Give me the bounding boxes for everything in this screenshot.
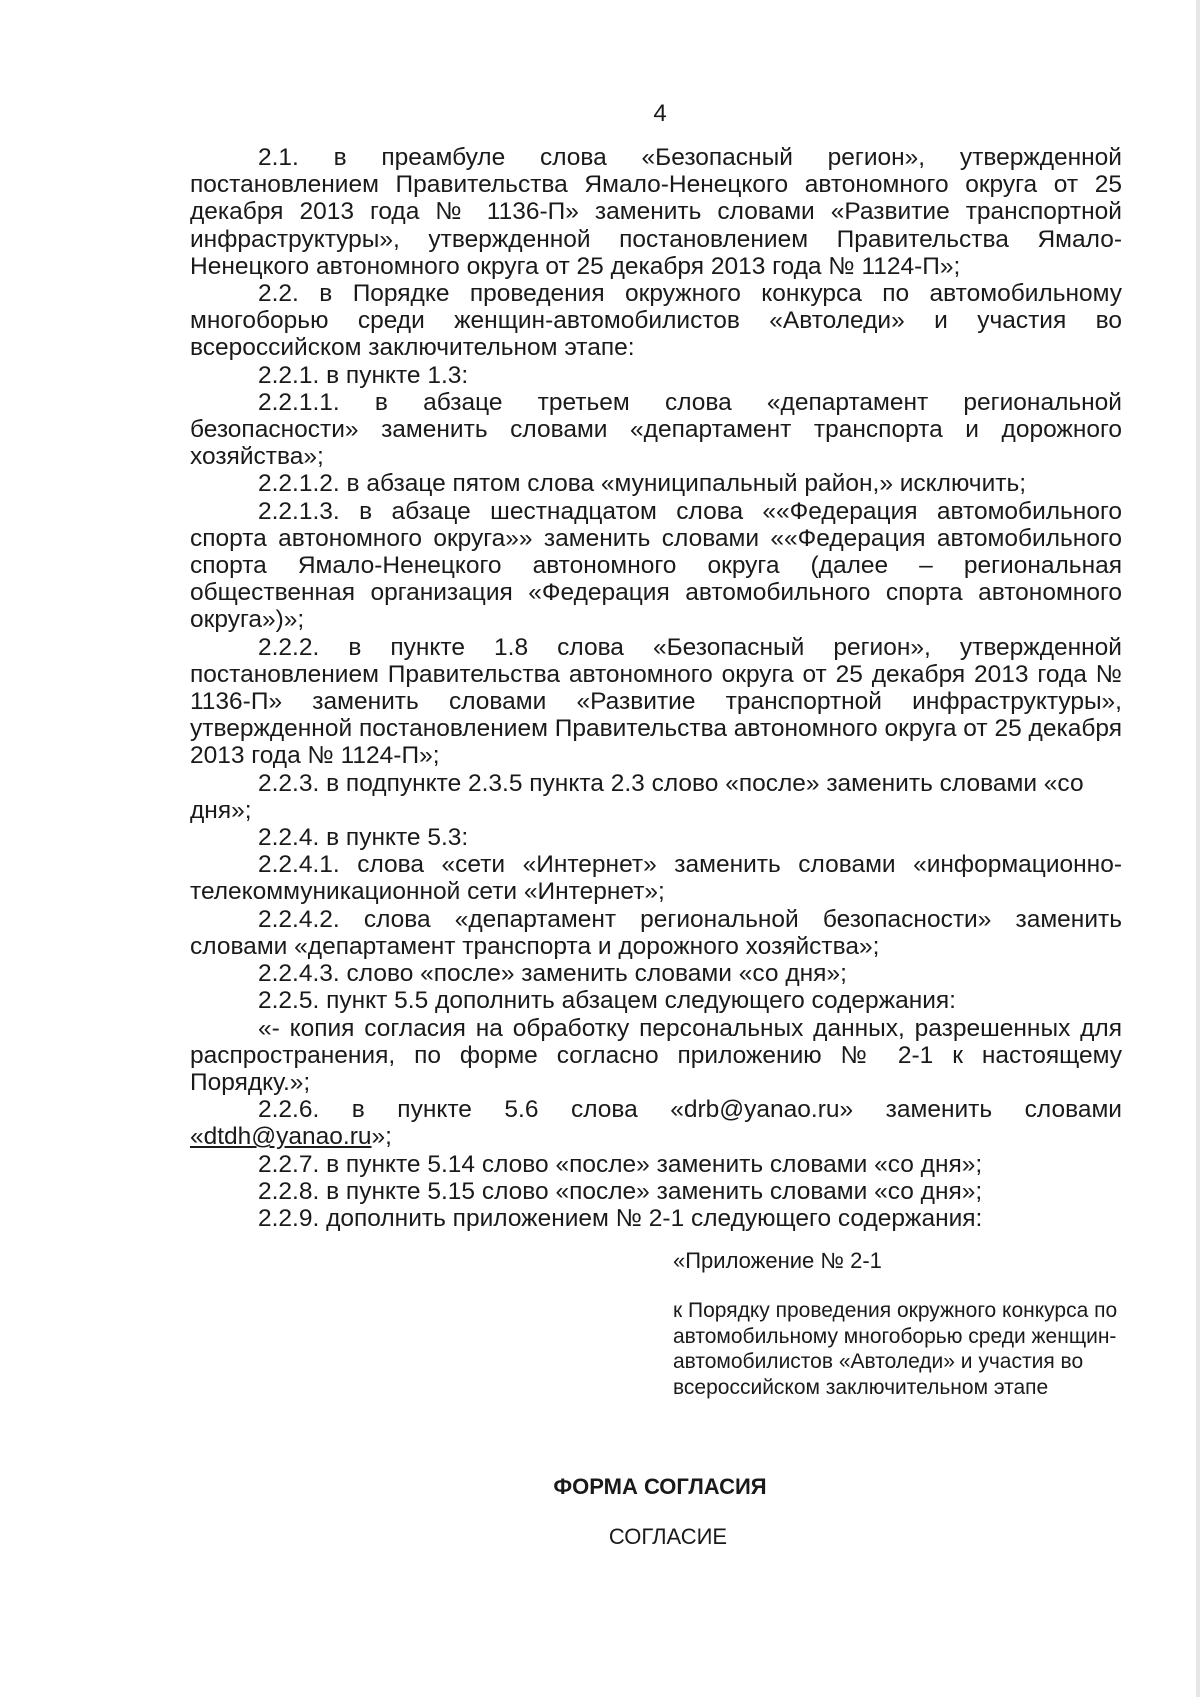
email-link[interactable]: «dtdh@yanao.ru <box>190 1123 372 1151</box>
paragraph-2-2-3: 2.2.3. в подпункте 2.3.5 пункта 2.3 слово «после» заменить словами «со дня»; <box>190 769 1084 824</box>
paragraph-2-2-6-prefix: 2.2.6. в пункте 5.6 слова «drb@yanao.ru» заменить словами <box>258 1096 1122 1124</box>
paragraph-2-2-4-2: 2.2.4.2. слова «департамент региональной безопасности» заменить словами «департамент транспорта и дорожного хозяйства»; <box>190 905 1122 960</box>
consent-title: СОГЛАСИЕ <box>608 1524 728 1549</box>
paragraph-2-2-8: 2.2.8. в пункте 5.15 слово «после» заменить словами «со дня»; <box>258 1177 983 1205</box>
paragraph-2-2-1-2: 2.2.1.2. в абзаце пятом слова «муниципальный район,» исключить; <box>258 470 1027 498</box>
paragraph-2-2-6-suffix: »; <box>371 1123 392 1151</box>
paragraph-2-2-4: 2.2.4. в пункте 5.3: <box>258 824 469 852</box>
paragraph-consent-copy: «- копия согласия на обработку персональных данных, разрешенных для распространения, по форме согласно приложению № 2-1 к настоящему Порядку.»; <box>190 1014 1122 1096</box>
paragraph-2-1: 2.1. в преамбуле слова «Безопасный регион», утвержденной постановлением Правительства Ямало-Ненецкого автономного округа от 25 декабря 2013 года № 1136-П» заменить словами «Развитие транспортной инфраструктуры», утвержденной постановлением Правительства Ямало-Ненецкого автономного округа от 25 декабря 2013 года № 1124-П»; <box>190 144 1122 280</box>
paragraph-2-2-4-1: 2.2.4.1. слова «сети «Интернет» заменить словами «информационно-телекоммуникационной сети «Интернет»; <box>190 851 1122 906</box>
paragraph-2-2-2: 2.2.2. в пункте 1.8 слова «Безопасный регион», утвержденной постановлением Правительства автономного округа от 25 декабря 2013 года № 1136-П» заменить словами «Развитие транспортной инфраструктуры», утвержденной постановлением Правительства автономного округа от 25 декабря 2013 года № 1124-П»; <box>190 633 1122 770</box>
appendix-header: «Приложение № 2-1 <box>673 1248 882 1273</box>
document-body <box>190 144 1122 1232</box>
paragraph-2-2-1-1: 2.2.1.1. в абзаце третьем слова «департамент региональной безопасности» заменить словами «департамент транспорта и дорожного хозяйства»; <box>190 388 1122 471</box>
paragraph-2-2-6 <box>190 1096 1122 1150</box>
paragraph-2-2-1: 2.2.1. в пункте 1.3: <box>258 361 469 389</box>
paragraph-2-2-4-3: 2.2.4.3. слово «после» заменить словами «со дня»; <box>258 960 847 988</box>
scan-edge <box>1196 0 1200 1697</box>
paragraph-2-2-5: 2.2.5. пункт 5.5 дополнить абзацем следующего содержания: <box>258 987 956 1015</box>
appendix-caption: к Порядку проведения окружного конкурса по автомобильному многоборью среди женщин-автомобилистов «Автоледи» и участия во всероссийском заключительном этапе <box>673 1299 1118 1399</box>
paragraph-2-2-9: 2.2.9. дополнить приложением № 2-1 следующего содержания: <box>258 1204 983 1232</box>
form-title: ФОРМА СОГЛАСИЯ <box>553 1474 767 1499</box>
paragraph-2-2-1-3: 2.2.1.3. в абзаце шестнадцатом слова ««Федерация автомобильного спорта автономного округа»» заменить словами ««Федерация автомобильного спорта Ямало-Ненецкого автономного округа (далее – региональная общественная организация «Федерация автомобильного спорта автономного округа»)»; <box>190 497 1122 634</box>
paragraph-2-2: 2.2. в Порядке проведения окружного конкурса по автомобильному многоборью среди женщин-автомобилистов «Автоледи» и участия во всероссийском заключительном этапе: <box>190 280 1122 362</box>
page-number: 4 <box>653 100 667 127</box>
paragraph-2-2-7: 2.2.7. в пункте 5.14 слово «после» заменить словами «со дня»; <box>258 1150 983 1178</box>
